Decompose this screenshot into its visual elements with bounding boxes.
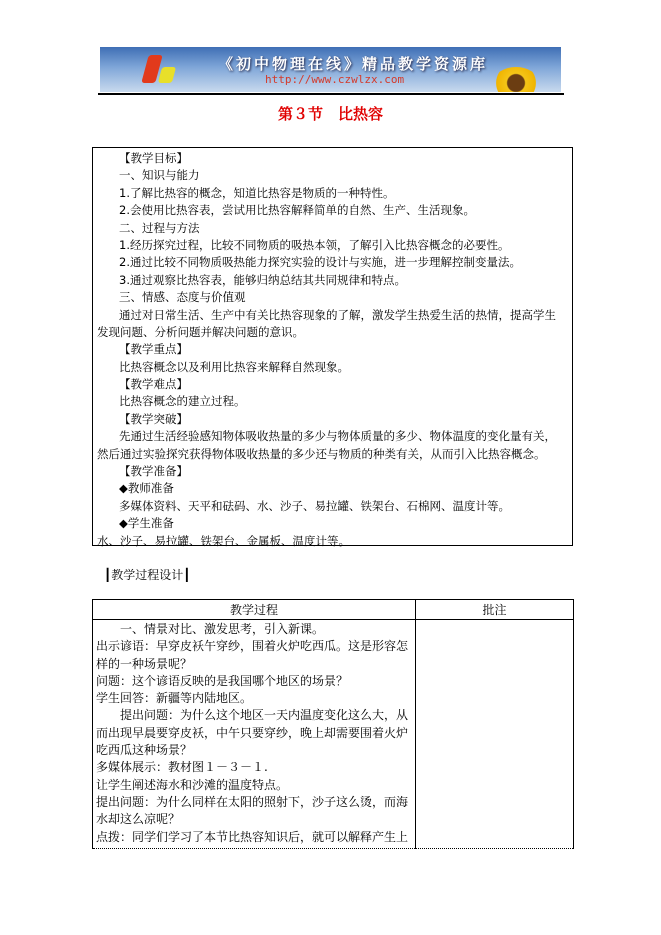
objective-line: 2.通过比较不同物质吸热能力探究实验的设计与实施，进一步理解控制变量法。	[119, 255, 521, 270]
process-table	[92, 599, 574, 849]
objective-line: 二、过程与方法	[119, 220, 200, 235]
process-line: 样的一种场景呢？	[96, 656, 193, 671]
objective-line: 比热容概念以及利用比热容来解释自然现象。	[119, 359, 349, 374]
process-line: 点拨：同学们学习了本节比热容知识后，就可以解释产生上	[96, 829, 409, 844]
objective-line: ◆学生准备	[119, 516, 174, 531]
objective-line: ◆教师准备	[119, 481, 174, 496]
notes-cell	[416, 620, 574, 849]
objective-line: 1.经历探究过程，比较不同物质的吸热本领，了解引入比热容概念的必要性。	[119, 237, 510, 252]
objective-line: 3.通过观察比热容表，能够归纳总结其共同规律和特点。	[119, 272, 406, 287]
objective-line: 三、情感、态度与价值观	[119, 290, 246, 305]
process-line: 一、情景对比、激发思考，引入新课。	[96, 622, 325, 636]
column-header-notes: 批注	[416, 600, 574, 620]
logo-icon-secondary	[158, 67, 176, 83]
objective-line: 【教学准备】	[119, 464, 188, 479]
process-line: 问题：这个谚语反映的是我国哪个地区的场景？	[96, 673, 349, 688]
objectives-box	[92, 147, 573, 546]
process-line: 水却这么凉呢？	[96, 812, 181, 827]
process-line: 提出问题：为什么同样在太阳的照射下，沙子这么烫，而海	[96, 794, 409, 809]
process-line: 提出问题：为什么这个地区一天内温度变化这么大，从	[96, 708, 409, 723]
objective-line: 【教学突破】	[119, 411, 188, 426]
objective-line: 发现问题、分析问题并解决问题的意识。	[97, 324, 304, 339]
objective-line: 通过对日常生活、生产中有关比热容现象的了解，激发学生热爱生活的热情，提高学生	[119, 307, 556, 322]
objective-line: 【教学难点】	[119, 377, 188, 392]
process-line: 学生回答：新疆等内陆地区。	[96, 691, 253, 706]
page-title: 第３节 比热容	[277, 105, 383, 123]
objective-line: 【教学目标】	[119, 151, 188, 165]
objective-line: 多媒体资料、天平和砝码、水、沙子、易拉罐、铁架台、石棉网、温度计等。	[119, 498, 510, 513]
process-line: 而出现早晨要穿皮袄，中午只要穿纱，晚上却需要围着火炉	[96, 725, 409, 740]
column-header-process: 教学过程	[93, 600, 416, 620]
sunflower-image	[493, 67, 539, 92]
process-line: 出示谚语：早穿皮袄午穿纱，围着火炉吃西瓜。这是形容怎	[96, 639, 409, 654]
header-divider	[98, 93, 564, 95]
objective-line: 比热容概念的建立过程。	[119, 394, 246, 409]
objective-line: 水、沙子、易拉罐、铁架台、金属板、温度计等。	[97, 533, 350, 548]
process-cell	[93, 620, 416, 849]
objective-line: 1.了解比热容的概念，知道比热容是物质的一种特性。	[119, 185, 395, 200]
objective-line: 一、知识与能力	[119, 168, 200, 183]
objective-line: 然后通过实验探究获得物体吸收热量的多少还与物质的种类有关，从而引入比热容概念。	[97, 446, 546, 461]
process-line: 吃西瓜这种场景？	[96, 743, 193, 758]
process-line: 多媒体展示：教材图１－３－１.	[96, 760, 268, 775]
banner-url: http://www.czwlzx.com	[265, 73, 405, 86]
objective-line: 2.会使用比热容表，尝试用比热容解释简单的自然、生产、生活现象。	[119, 203, 475, 218]
header-banner	[100, 47, 561, 92]
objective-line: 【教学重点】	[119, 342, 188, 357]
banner-title: 《初中物理在线》精品教学资源库	[218, 55, 489, 73]
objective-line: 先通过生活经验感知物体吸收热量的多少与物体质量的多少、物体温度的变化量有关，	[119, 429, 556, 444]
section-heading: ┃教学过程设计┃	[104, 568, 191, 582]
process-line: 让学生阐述海水和沙滩的温度特点。	[96, 777, 289, 792]
